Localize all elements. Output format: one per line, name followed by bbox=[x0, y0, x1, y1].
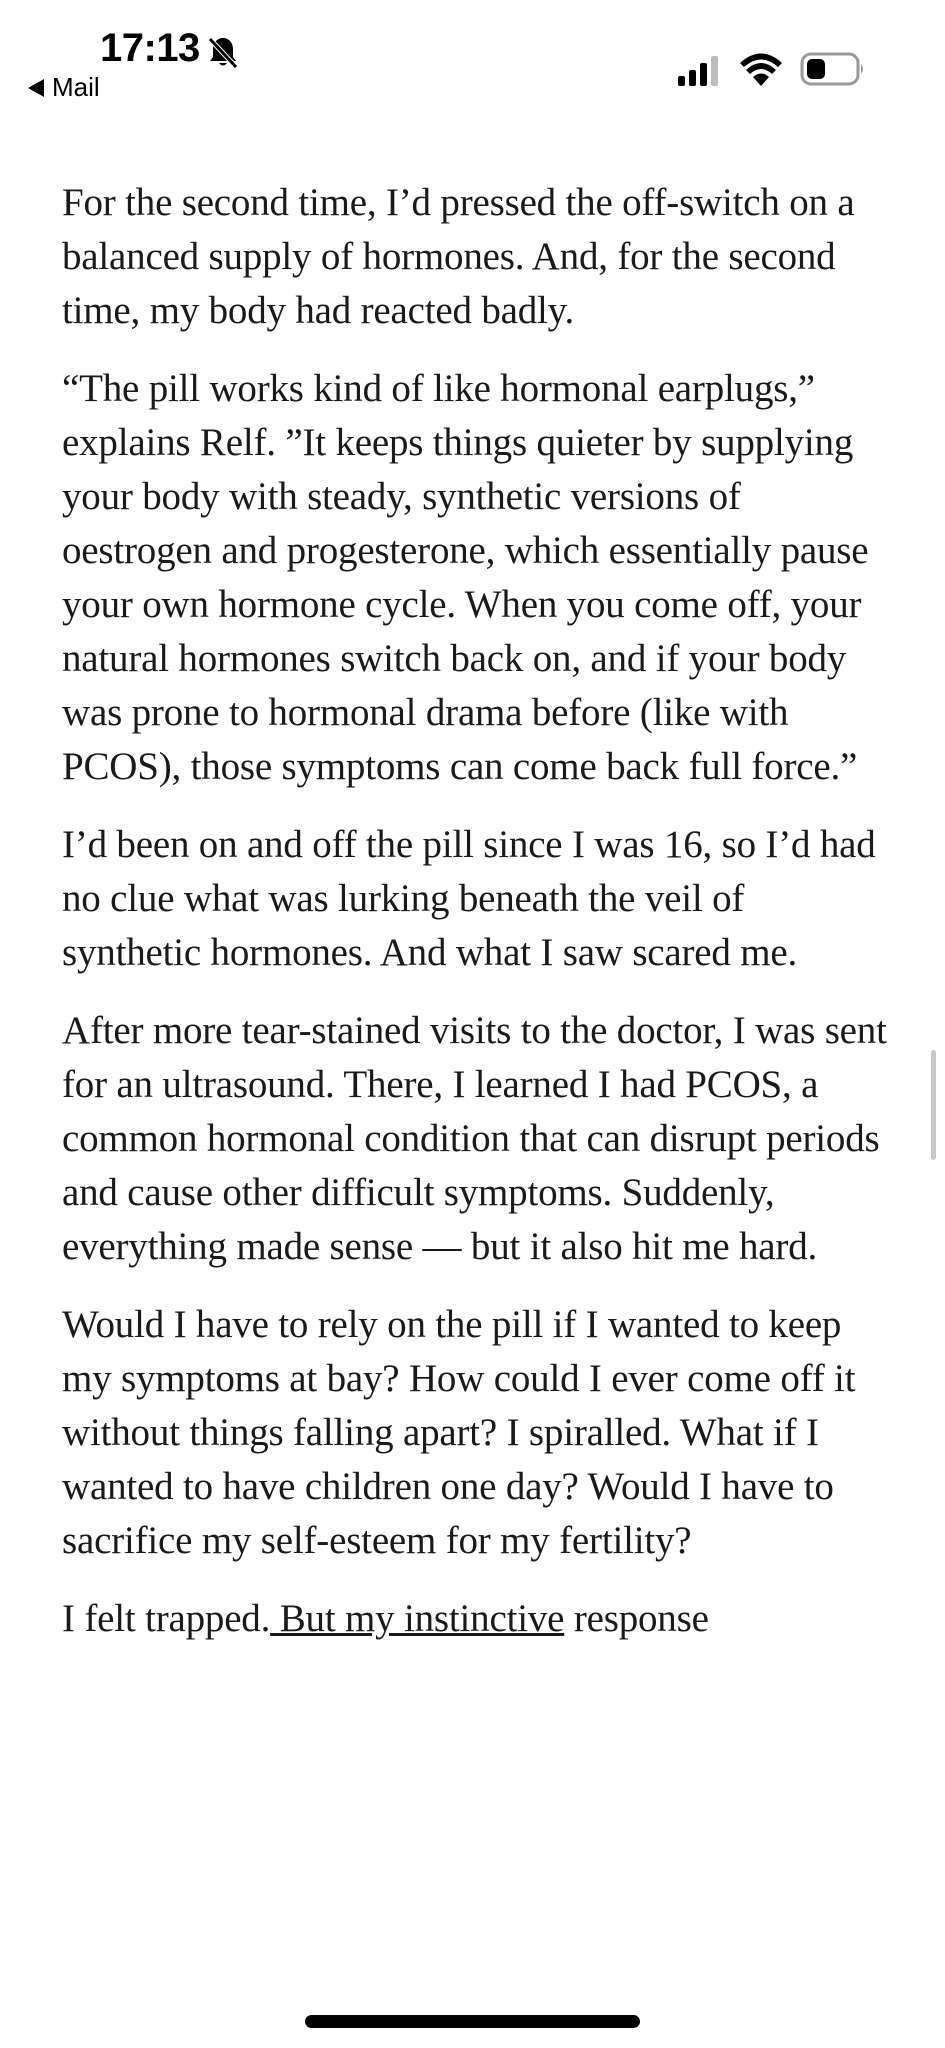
scrollbar[interactable] bbox=[931, 1050, 936, 1160]
wifi-icon bbox=[740, 52, 782, 86]
article-paragraph: I’d been on and off the pill since I was 16, so I’d had no clue what was lurking beneath the veil of synthetic hormones. And what I saw scared me. bbox=[62, 823, 876, 974]
battery-icon bbox=[800, 52, 866, 86]
inline-link[interactable]: But my instinctive bbox=[270, 1597, 565, 1640]
back-arrow-icon bbox=[28, 79, 44, 97]
status-time: 17:13 bbox=[100, 26, 200, 70]
article-paragraph: After more tear-stained visits to the doctor, I was sent for an ultrasound. There, I learned I had PCOS, a common hormonal condition that can disrupt periods and cause other difficult symptoms. Suddenly, everything made sense — but it also hit me hard. bbox=[62, 1009, 887, 1268]
article-paragraph: “The pill works kind of like hormonal earplugs,” explains Relf. ”It keeps things quieter by supplying your body with steady, synthetic versions of oestrogen and progesterone, which essentially pause your own hormone cycle. When you come off, your natural hormones switch back on, and if your body was prone to hormonal drama before (like with PCOS), those symptoms can come back full force.” bbox=[62, 367, 869, 788]
bell-slash-icon bbox=[207, 36, 239, 70]
cellular-signal-icon bbox=[678, 56, 718, 86]
paragraph-text: response bbox=[564, 1597, 709, 1640]
home-indicator[interactable] bbox=[305, 2015, 640, 2028]
back-to-mail-button[interactable] bbox=[28, 72, 100, 103]
paragraph-text: I felt trapped. bbox=[62, 1597, 271, 1640]
article-body bbox=[62, 176, 892, 1670]
back-label: Mail bbox=[52, 72, 100, 102]
article-paragraph: Would I have to rely on the pill if I wanted to keep my symptoms at bay? How could I ever come off it without things falling apart? I spiralled. What if I wanted to have children one day? Would I have to sacrifice my self-esteem for my fertility? bbox=[62, 1303, 856, 1562]
status-bar bbox=[0, 0, 945, 120]
article-paragraph: For the second time, I’d pressed the off-switch on a balanced supply of hormones. And, for the second time, my body had reacted badly. bbox=[62, 181, 855, 332]
article-paragraph-last bbox=[62, 1592, 892, 1646]
